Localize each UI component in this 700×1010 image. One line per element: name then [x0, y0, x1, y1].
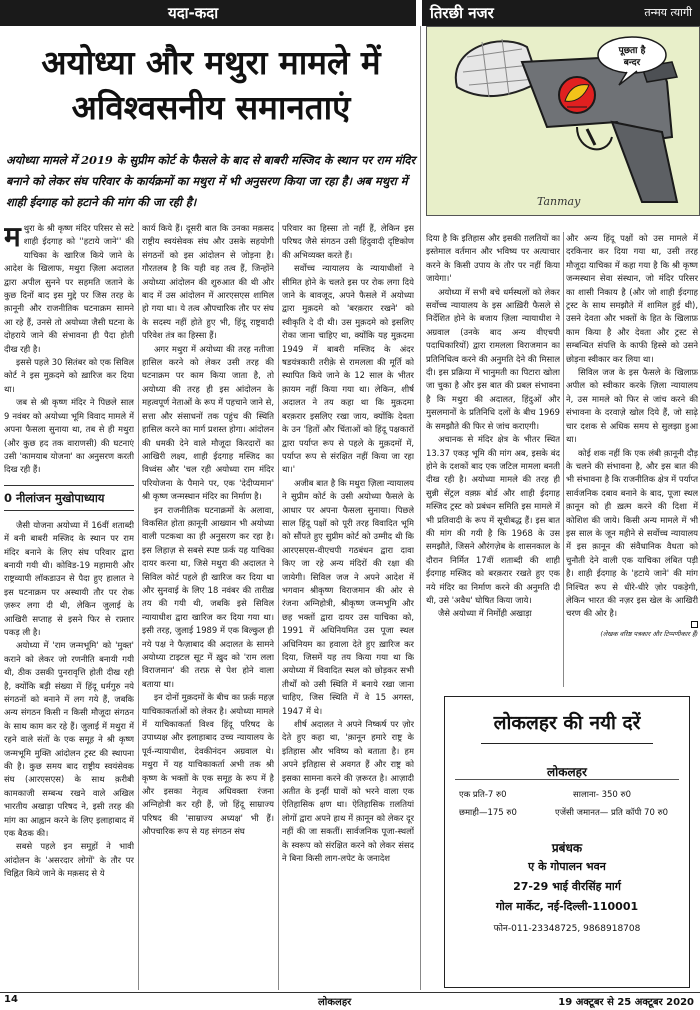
section-band-yada-kada	[0, 0, 416, 26]
cartoonist-name: तन्मय त्यागी	[644, 6, 692, 19]
phone-numbers: फोन-011-23348725, 9868918708	[493, 924, 641, 934]
paragraph: अयोध्या में सभी बचे धर्मस्थलों को लेकर सर्वोच्च न्यायालय के इस आख़िरी फैसले से निर्देशित होने के बजाय ज़िला न्यायाधीश ने अग्रवाल (उनके बाद अन्य वीएचपी पदाधिकारियों) द्वारा रामलला विराजमान का प्रतिनिधित्व करने की अनुमति देने की मिसाल दी। इस प्रक्रिया में भानुमती का पिटारा खोला जा चुका है और इस बात की प्रबल संभावना है कि मथुरा की अदालत, हिंदुओं और मुसलमानों के प्रतिनिधि दलों के बीच 1969 के समझौते की फिर से जांच कराएगी।	[426, 286, 560, 431]
article-column-5	[566, 232, 698, 687]
publication-name: लोकलहर	[547, 765, 587, 779]
paragraph: जब से श्री कृष्ण मंदिर ने पिछले साल 9 नवंबर को अयोध्या भूमि विवाद मामले में अपना फैसला सुनाया था, तब से ही मथुरा (और कुछ हद तक वाराणसी) की घटनाएं उसी 'कामयाब योजना' का अनुसरण करती दिख रही हैं।	[4, 397, 134, 475]
paragraph: कार्य किये हैं। दूसरी बात कि उनका मक़सद राष्ट्रीय स्वयंसेवक संघ और उसके सहयोगी संगठनों को इस आंदोलन से जोड़ना है। गौरतलब है कि यही वह तत्व हैं, जिन्होंने अयोध्या आंदोलन की शुरुआत की थी और बाद में उस आंदोलन में आरएसएस शामिल हो गया था। ये तत्व औपचारिक तौर पर संघ के सदस्य नहीं होते हुए भी, हिंदू राष्ट्रवादी परिवेश तंत्र का हिस्सा हैं।	[142, 223, 274, 341]
article-column-3	[282, 222, 414, 992]
section-title-right: तिरछी नजर	[430, 4, 494, 22]
trigger-guard-icon	[577, 127, 612, 149]
paragraph: इन दोनों मुक़दमों के बीच का फ़र्क़ महज़ याचिकाकर्ताओं को लेकर है। अयोध्या मामले में याचिकाकर्ता विश्व हिंदू परिषद के उपाध्यक्ष और इलाहाबाद उच्च न्यायालय के पूर्व-न्यायाधीश, देवकीनंदन अग्रवाल थे। मथुरा में यह याचिकाकर्ता अभी तक श्री कृष्ण के भक्तों के एक समूह के रूप में है और इसका नेतृत्व अधिवक्ता रंजना अग्निहोत्री कर रही हैं, जो हिंदू साम्राज्य परिषद की 'साम्राज्य अध्यक्ष' भी हैं। औपचारिक रूप से यह संगठन संघ	[142, 692, 274, 837]
paragraph: और अन्य हिंदू पक्षों को उस मामले में दरकिनार कर दिया गया था, उसी तरह मौजूदा याचिका में कहा गया है कि श्री कृष्ण जन्मस्थान सेवा संस्थान, जो मंदिर परिसर का शासी निकाय है (और जो शाही ईदगाह ट्रस्ट के साथ समझौते में शामिल हुई थी), उसने देवता और भक्तों के हित के खिलाफ़ काम किया है और देवता और ट्रस्ट से सम्बन्धित संपत्ति के काफी हिस्से को उसने छोड़ना स्वीकार कर लिया था।	[566, 233, 698, 364]
rate-agency-deposit: एजेंसी जमानत— प्रति कॉपी 70 रु0	[555, 808, 669, 818]
footer-divider	[0, 992, 700, 993]
paragraph: इन राजनीतिक घटनाक्रमों के अलावा, विकसित होता क़ानूनी आख्यान भी अयोध्या वाली पटकथा का ही अनुसरण कर रहा है। इस लिहाज़ से सबसे स्पष्ट फ़र्क यह याचिका दायर करना था, जिसे मथुरा की अदालत ने सिविल कोर्ट पहले ही खारिज कर दिया था और सुनवाई के लिए 18 नवंबर की तारीख़ तय की गयी थी, जबकि इसे सिविल न्यायाधीश द्वारा खारिज कर दिया गया था। इसी तरह, जुलाई 1989 में एक बिल्कुल ही नये पक्ष ने फैज़ाबाद की अदालत के सामने अयोध्या टाइटल सूट में ख़ुद को 'राम लला विराजमान' की तरफ़ से पेश होने वाला बताया था।	[142, 504, 274, 689]
cartoon-signature: Tanmay	[537, 195, 581, 208]
paragraph: इससे पहले 30 सितंबर को एक सिविल कोर्ट ने इस मुक़दमे को ख़ारिज कर दिया था।	[4, 357, 134, 394]
column-divider	[563, 232, 564, 687]
rate-half-yearly: छमाही—175 रु0	[459, 808, 517, 818]
article-headline	[6, 40, 416, 130]
dropcap: म	[4, 222, 21, 253]
street-address: 27-29 भाई वीरसिंह मार्ग	[513, 880, 621, 893]
paragraph: थुरा के श्री कृष्ण मंदिर परिसर से सटे शाही ईदगाह को ''हटाये जाने'' की याचिका के खारिज किये जाने के आदेश के खिलाफ, मथुरा ज़िला अदालत द्वारा अपील सुनने पर सहमति जताने के कुछ दिनों बाद इस मुद्दे पर जिस तरह के क़ानूनी और राजनीतिक घटनाक्रम सामने आ रहे हैं, उनसे तो अयोध्या जैसी घटना के दोहराये जाने की संभावना ही पैदा होती दीख रही है।	[4, 223, 134, 354]
column-divider	[138, 222, 139, 990]
section-title-left: यदा-कदा	[168, 4, 219, 22]
paragraph: अचानक से मंदिर क्षेत्र के भीतर स्थित 13.37 एकड़ भूमि की मांग अब, इसके बंद होने के दशकों बाद एक जटिल मामला बनती दीख रही है। अयोध्या मामले की तरह ही सुन्नी सेंट्रल वक़्फ़ बोर्ड और शाही ईदगाह मस्जिद ट्रस्ट को प्रबंधन समिति इस मामले में भी प्रतिवादी के रूप में सूचीबद्ध हैं। इस बात की मांग की गयी है कि 1968 के उस समझौते, जिसने औरंगज़ेब के शासनकाल के दौरान निर्मित 17वीं शताब्दी की शाही ईदगाह मस्जिद को बरक़रार रखते हुए एक नये मंदिर का निर्माण करने की अनुमति दी थी, उसे 'अवैध' घोषित किया जाये।	[426, 434, 560, 605]
subscription-rates-box	[444, 696, 690, 988]
article-column-4	[426, 232, 560, 687]
column-divider	[420, 26, 421, 990]
paragraph: सिविल जज के इस फैसले के खिलाफ़ अपील को स्वीकार करके ज़िला न्यायालय ने, उस मामले को फिर से जांच करने की संभावना के दरवाज़े खोल दिये हैं, जो साढ़े चार दशक से अधिक समय से सुलझा हुआ था।	[566, 367, 698, 445]
page-number: 14	[4, 994, 18, 1005]
article-intro: अयोध्या मामले में 2019 के सुप्रीम कोर्ट के फैसले के बाद से बाबरी मस्जिद के स्थान पर राम मंदिर बनाने को लेकर संघ परिवार के कार्यक्रमों का मथुरा में भी अनुसरण किया जा रहा है। अब मथुरा में शाही ईदगाह को हटाने की मांग की जा रही है।	[6, 153, 416, 209]
paragraph: सबसे पहले इन समूहों ने भावी आंदोलन के 'असरदार लोगों' के तौर पर चिह्नित किये जाने के मक़सद से ये	[4, 841, 134, 879]
cartoon-drawing	[427, 27, 700, 216]
column-divider	[278, 222, 279, 990]
paragraph: शीर्ष अदालत ने अपने निष्कर्ष पर ज़ोर देते हुए कहा था, 'क़ानून हमारे राष्ट्र के इतिहास और भविष्य को बताता है। हम अपने इतिहास से अवगत हैं और राष्ट्र को इसका सामना करने की ज़रूरत है। आज़ादी अतीत के इन्हीं घावों को भरने वाला एक ऐतिहासिक क्षण था। ऐतिहासिक ग़लतियां लोगों द्वारा अपने हाथ में क़ानून को लेकर दूर नहीं की जा सकतीं। सार्वजनिक पूजा-स्थलों के स्वरूप को संरक्षित करने को लेकर संसद ने बिना किसी लाग-लपेट के जनादेश	[282, 719, 414, 864]
author-byline: 0 नीलांजन मुखोपाध्याय	[4, 485, 134, 511]
paragraph: अयोध्या में 'राम जन्मभूमि' को 'मुक्त' कराने को लेकर जो रणनीति बनायी गयी थी, ठीक उसकी पुनरावृत्ति होती दीख रही है, क्योंकि बड़ी संख्या में हिंदू धर्मगुरु नये संगठनों को बनाने में लग गये हैं, जबकि अन्य संगठन किसी न किसी मौजूदा संगठन के साथ काम कर रहे हैं। जुलाई में मथुरा में रहने वाले संतों के एक समूह ने श्री कृष्ण जन्मभूमि मुक्ति आंदोलन ट्रस्ट की स्थापना की है। कुछ समय बाद राष्ट्रीय स्वयंसेवक संघ (आरएसएस) के साथ क़रीबी कामकाजी सम्बन्ध रखने वाले अखिल भारतीय अखाड़ा परिषद ने, इसी तरह की मांग का आह्वान करने के लिए इलाहाबाद में एक बैठक की।	[4, 640, 134, 839]
section-band-tirchhi-nazar	[422, 0, 700, 26]
paragraph: परिवार का हिस्सा तो नहीं हैं, लेकिन इस परिषद जैसे संगठन उसी हिंदुवादी दृष्टिकोण की अभिव्यक्त करते हैं।	[282, 223, 414, 260]
paragraph: सर्वोच्च न्यायालय के न्यायाधीशों ने सीमित होने के चलते इस पर रोक लगा दिये जाने के बावजूद, अपने फैसले में अयोध्या द्वारा मुक़दमे को 'बरक़रार रखने' को स्वीकृति दे दी थी। उस मुक़दमे को इसलिए रोका जाना चाहिए था, क्योंकि यह मुक़दमा 1949 में बाबरी मस्जिद के अंदर षडयंत्रकारी तरीक़े से रामलला की मूर्ति को स्थापित किये जाने के 12 साल के भीतर क़ायम नहीं किया गया था। लेकिन, शीर्ष अदालत ने तय कहा था कि मुक़दमा बरक़रार इसलिए रखा जाय, क्योंकि देवता के उन 'हितों और चिंताओं को हिंदू पक्षकारों द्वारा पर्याप्त रूप से पहले के मुक़दमों में, पर्याप्त रूप से संरक्षित नहीं किया जा रहा था।'	[282, 263, 414, 475]
paragraph: अगर मथुरा में अयोध्या की तरह नतीजा हासिल करने को लेकर उसी तरह की घटनाक्रम पर काम किया जाता है, तो अयोध्या की तरह ही इस आंदोलन के महत्वपूर्ण नेताओं के रूप में पहचाने जाने से, सत्ता और संसाधनों तक पहुंच की स्थिति हासिल करने का मार्ग प्रशस्त होगा। आंदोलन की धमकी देने वाले मौजूदा किरदारों का आखिरी लक्ष्य, शाही ईदगाह मस्जिद का विध्वंस और 'चल रही अयोध्या राम मंदिर परियोजना के पैमाने पर, एक 'देदीप्यमान' श्री कृष्ण जन्मस्थान मंदिर का निर्माण है।	[142, 343, 274, 502]
paragraph: कोई शक नहीं कि एक लंबी क़ानूनी दौड़ के चलने की संभावना है, और इस बात की भी संभावना है कि राजनीतिक क्षेत्र में पर्याप्त सार्वजनिक दबाव बनाने के बाद, पूजा स्थल क़ानून को ही ख़त्म करने की दिशा में कोशिश की जाये। किसी अन्य मामले में भी इस साल के जून महीने से सर्वोच्च न्यायालय में इस क़ानून की संवैधानिक वैधता को चुनौती देने वाली एक याचिका लंबित पड़ी है। शाही ईदगाह के 'हटाये जाने' की मांग निश्चित रूप से धीरे-धीरे ज़ोर पकड़ेगी, लेकिन भारत की नज़र इस खेल के आखिरी चरण की ओर है।	[566, 447, 698, 619]
speech-bubble-line-1: पूछता है	[618, 46, 646, 56]
trigger-icon	[587, 129, 595, 145]
footer-date-range: 19 अक्टूबर से 25 अक्टूबर 2020	[558, 997, 694, 1008]
paragraph: अजीब बात है कि मथुरा ज़िला न्यायालय ने सुप्रीम कोर्ट के उसी अयोध्या फैसले के आधार पर अपना फैसला सुनाया। पिछले साल हिंदू पक्षों को पूरी तरह विवादित भूमि को सौंपते हुए सुप्रीम कोर्ट को उम्मीद थी कि आरएसएस-वीएचपी गठबंधन द्वारा दावा किए जा रहे अन्य मंदिरों की रक्षा की जायेगी। सिविल जज ने अपने आदेश में भगवान श्रीकृष्ण विराजमान की ओर से रंजना अग्निहोत्री, श्रीकृष्ण जन्मभूमि और छह भक्तों द्वारा दायर उस याचिका को, 1991 में अधिनियमित उस पूजा स्थल अधिनियम का हवाला देते हुए ख़ारिज कर दिया, जिसमें यह तय किया गया था कि अयोध्या में विवादित स्थल को छोड़कर सभी तीर्थों को उसी स्थिति में बनाये रखा जाना चाहिए, जिस स्थिति में वे 15 अगस्त, 1947 में थे।	[282, 477, 414, 716]
headline-line-2: अविश्वसनीय समानताएं	[71, 88, 351, 127]
footer-paper-name: लोकलहर	[318, 997, 352, 1008]
city-address: गोल मार्केट, नई-दिल्ली-110001	[495, 900, 639, 913]
headline-line-1: अयोध्या और मथुरा मामले में	[41, 43, 381, 82]
rate-single-copy: एक प्रति-7 रु0	[459, 790, 507, 800]
paragraph: दिया है कि इतिहास और इसकी ग़लतियों का इस्तेमाल वर्तमान और भविष्य पर अत्याचार करने के किसी उपाय के तौर पर नहीं किया जायेगा।'	[426, 233, 560, 284]
rate-annual: सालाना- 350 रु0	[573, 790, 632, 800]
article-column-1	[4, 222, 134, 992]
subscription-title: लोकलहर की नयी दरें	[493, 712, 641, 734]
paragraph: जैसे अयोध्या में निर्मोही अखाड़ा	[438, 608, 532, 619]
building-name: ए के गोपालन भवन	[528, 860, 606, 873]
speech-bubble-line-2: बन्दर	[623, 58, 641, 68]
author-note: (लेखक वरिष्ठ पत्रकार और टिप्पणीकार हैं)	[600, 629, 698, 638]
manager-label: प्रबंधक	[551, 841, 583, 855]
paragraph: जैसी योजना अयोध्या में 16वीं शताब्दी में बनी बाबरी मस्जिद के स्थान पर राम मंदिर बनाने के लिए संघ परिवार द्वारा बनायी गयी थी। कोविड-19 महामारी और राष्ट्रव्यापी लॉकडाउन से पैदा हुए हालात ने इस घटनाक्रम पर अस्थायी तौर पर रोक ज़रूर लगा दी थी, लेकिन जुलाई के आखिरी सप्ताह से इसने फिर से रफ़्तार पकड़ ली है।	[4, 519, 134, 637]
cartoon	[426, 26, 700, 216]
article-column-2	[142, 222, 274, 992]
end-mark	[691, 621, 698, 628]
